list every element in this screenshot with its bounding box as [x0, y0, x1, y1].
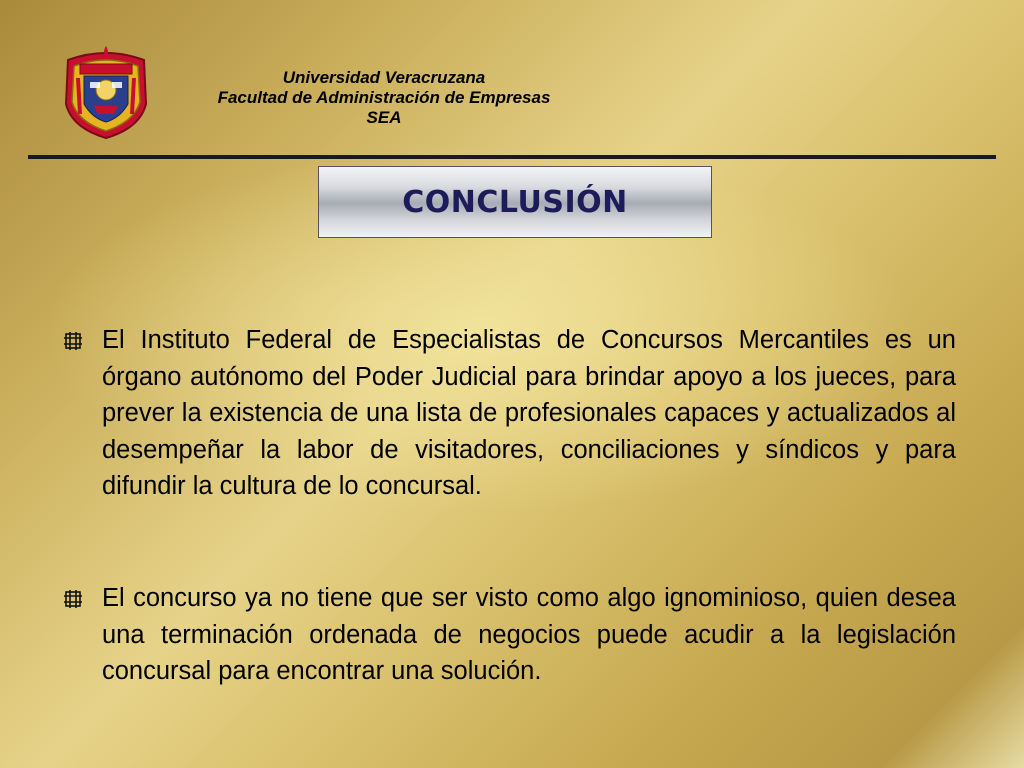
- hash-square-bullet-icon: [64, 332, 82, 350]
- header-faculty: Facultad de Administración de Empresas: [217, 88, 551, 107]
- header-university: Universidad Veracruzana: [282, 68, 486, 87]
- header-program: SEA: [366, 108, 402, 127]
- bullet-text-1: El Instituto Federal de Especialistas de Concursos Mercantiles es un órgano autónomo del Poder Judicial para brindar apoyo a los jueces, para prever la existencia de una lista de profesionales capaces y actualizados al desempeñar la labor de visitadores, conciliaciones y síndicos y para difundir la cultura de lo concursal.: [102, 326, 956, 500]
- bullet-text-2: El concurso ya no tiene que ser visto como algo ignominioso, quien desea una terminación ordenada de negocios puede acudir a la legislación concursal para encontrar una solución.: [102, 584, 956, 685]
- header-institution: [180, 68, 588, 128]
- title-box: [318, 166, 712, 238]
- bullet-item-1: [64, 322, 956, 505]
- bullet-item-2: [64, 580, 956, 690]
- university-logo: [60, 44, 152, 140]
- hash-square-bullet-icon: [64, 590, 82, 608]
- slide-title: CONCLUSIÓN: [402, 184, 628, 220]
- header-divider: [28, 155, 996, 159]
